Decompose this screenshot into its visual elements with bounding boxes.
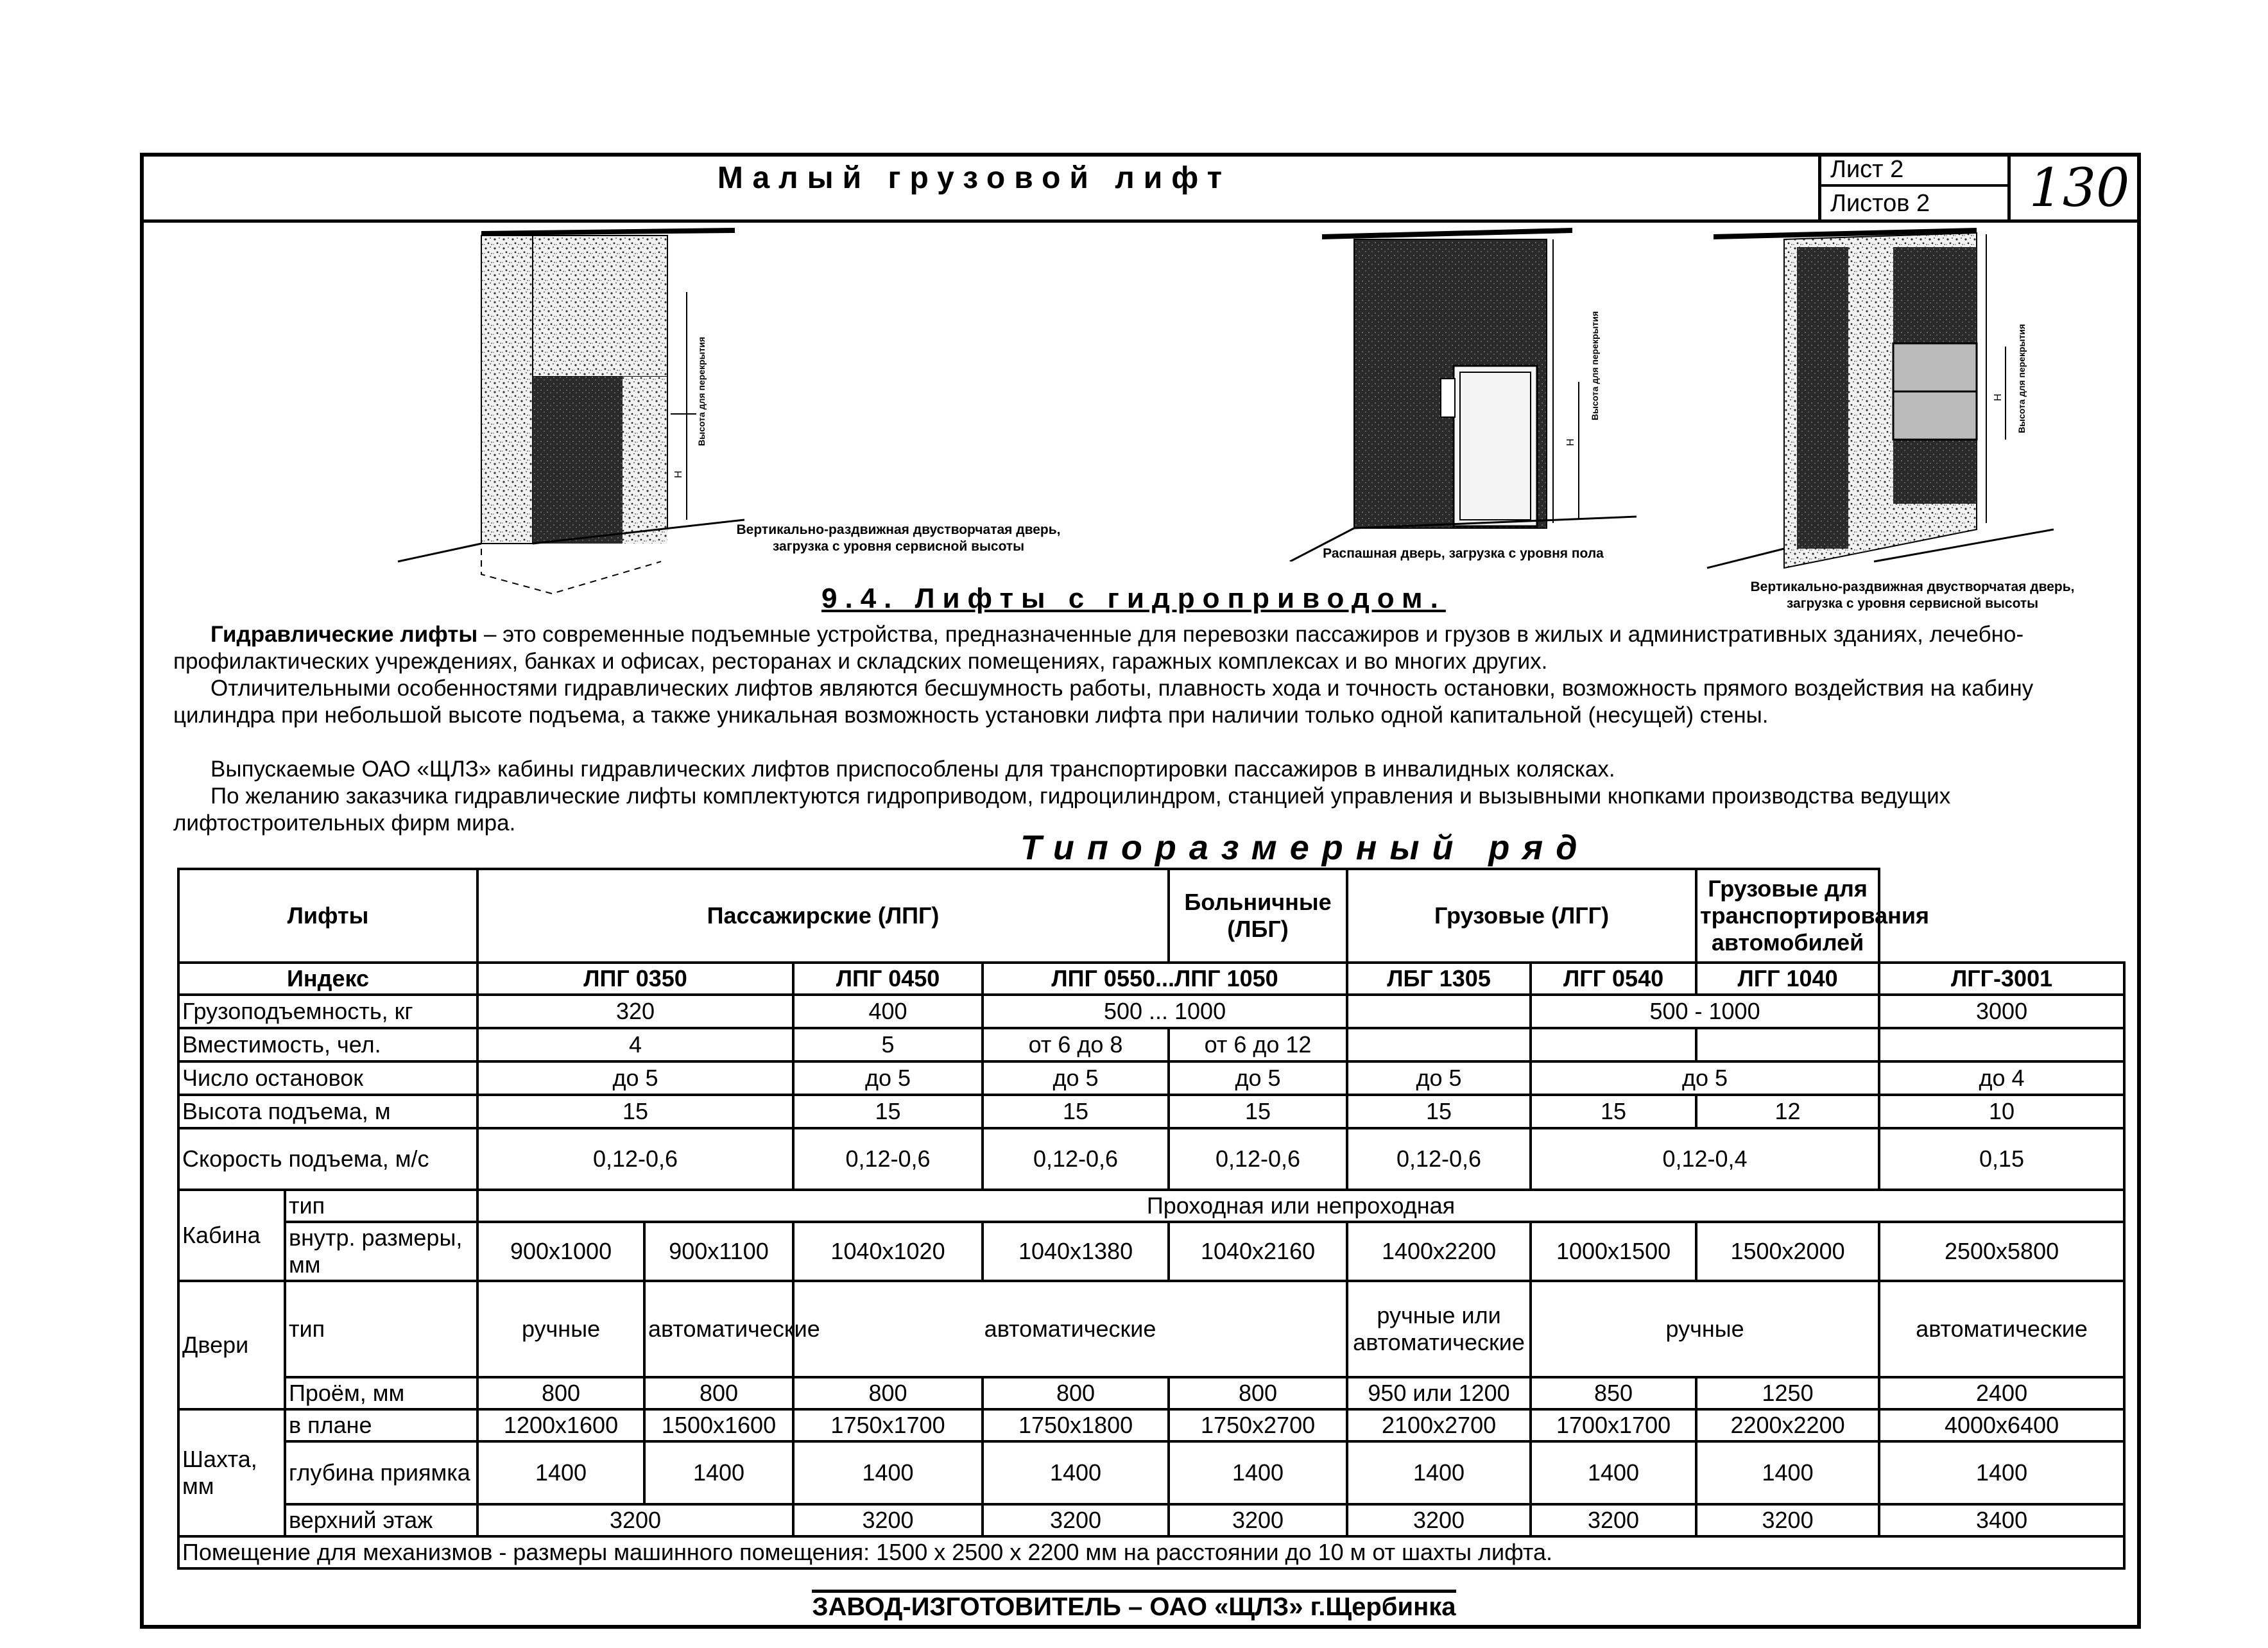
header-lifts: Лифты (178, 869, 477, 963)
table-row-door-type: Двери тип ручные автоматические автоматические ручные или автоматические ручные автоматические (178, 1281, 2124, 1377)
table-row-shaft-top: верхний этаж 3200 3200 3200 3200 3200 3200 3200 3400 (178, 1504, 2124, 1536)
svg-text:Высота для перекрытия: Высота для перекрытия (2016, 323, 2027, 433)
header-passenger: Пассажирские (ЛПГ) (477, 869, 1169, 963)
manufacturer-footer: ЗАВОД-ИЗГОТОВИТЕЛЬ – ОАО «ЩЛЗ» г.Щербинка (0, 1593, 2268, 1622)
page-number: 130 (2029, 158, 2130, 219)
sheet-label: Лист 2 (1821, 153, 2007, 187)
svg-text:H: H (1565, 438, 1576, 446)
svg-text:H: H (1993, 393, 2004, 401)
page-title: Малый грузовой лифт (717, 161, 1232, 195)
table-row-speed: Скорость подъема, м/с 0,12-0,6 0,12-0,6 0,12-0,6 0,12-0,6 0,12-0,6 0,12-0,4 0,15 (178, 1128, 2124, 1190)
figure-2-caption: Распашная дверь, загрузка с уровня пола (1323, 546, 1604, 561)
paragraph-2: Отличительными особенностями гидравлических лифтов являются бесшумность работы, плавность хода и точность остановки, возможность прямого воздействия на кабину цилиндра при небольшой высоте подъема, а также уникальная возможность установки лифта при наличии только одной капитальной (несущей) стены. (173, 676, 2034, 728)
sheet-box (1818, 153, 2011, 221)
paragraph-4: По желанию заказчика гидравлические лифты комплектуются гидроприводом, гидроцилиндром, станцией управления и вызывными кнопками производства ведущих лифтостроительных фирм мира. (173, 784, 1951, 836)
header-auto: Грузовые для транспортирования автомобилей (1696, 869, 1879, 963)
table-row-height: Высота подъема, м 15 15 15 15 15 15 12 10 (178, 1095, 2124, 1128)
paragraph-3: Выпускаемые ОАО «ЩЛЗ» кабины гидравлических лифтов приспособлены для транспортировки пассажиров в инвалидных колясках. (210, 757, 1615, 782)
table-row-machine-room: Помещение для механизмов - размеры машинного помещения: 1500 x 2500 x 2200 мм на расстоянии до 10 м от шахты лифта. (178, 1536, 2124, 1568)
header-cargo: Грузовые (ЛГГ) (1347, 869, 1696, 963)
sheets-total-label: Листов 2 (1830, 190, 1930, 217)
table-row-cabin-type: Кабина тип Проходная или непроходная (178, 1190, 2124, 1222)
svg-text:Высота для перекрытия: Высота для перекрытия (696, 336, 707, 446)
table-row-load: Грузоподъемность, кг 320 400 500 ... 1000 500 - 1000 3000 (178, 995, 2124, 1028)
figure-3-caption: Вертикально-раздвижная двустворчатая дверь, загрузка с уровня сервисной высоты (1750, 579, 2075, 611)
table-row-capacity: Вместимость, чел. 4 5 от 6 до 8 от 6 до 12 (178, 1028, 2124, 1061)
figure-1-caption: Вертикально-раздвижная двустворчатая дверь, загрузка с уровня сервисной высоты (736, 522, 1061, 554)
spec-table (177, 868, 2126, 1570)
paragraph-1: Гидравлические лифты – это современные подъемные устройства, предназначенные для перевозки пассажиров и грузов в жилых и административных зданиях, лечебно-профилактических учреждениях, банках и офисах, ресторанах и складских помещениях, гаражных комплексах и во многих других. (173, 622, 2024, 674)
lift-shaft-figure-2 (1277, 228, 1649, 562)
table-row-cabin-size: внутр. размеры, мм 900x1000 900x1100 1040x1020 1040x1380 1040x2160 1400x2200 1000x1500 1500x2000 2500x5800 (178, 1222, 2124, 1281)
table-row-door-opening: Проём, мм 800 800 800 800 800 950 или 1200 850 1250 2400 (178, 1377, 2124, 1409)
section-title: 9.4. Лифты с гидроприводом. (821, 583, 1446, 614)
lift-shaft-figure-3 (1694, 228, 2118, 574)
svg-text:Высота для перекрытия: Высота для перекрытия (1590, 311, 1600, 420)
table-row-shaft-plan: Шахта, мм в плане 1200x1600 1500x1600 1750x1700 1750x1800 1750x2700 2100x2700 1700x1700 2200x2200 4000x6400 (178, 1409, 2124, 1441)
range-title: Типоразмерный ряд (1020, 828, 1590, 867)
table-header-row (178, 869, 2124, 963)
table-row-shaft-pit: глубина приямка 1400 1400 1400 1400 1400 1400 1400 1400 1400 (178, 1441, 2124, 1504)
table-row-index: Индекс ЛПГ 0350 ЛПГ 0450 ЛПГ 0550...ЛПГ 1050 ЛБГ 1305 ЛГГ 0540 ЛГГ 1040 ЛГГ-3001 (178, 963, 2124, 995)
header-hospital: Больничные (ЛБГ) (1169, 869, 1347, 963)
table-row-stops: Число остановок до 5 до 5 до 5 до 5 до 5 до 5 до 4 (178, 1061, 2124, 1095)
svg-text:H: H (673, 470, 684, 478)
